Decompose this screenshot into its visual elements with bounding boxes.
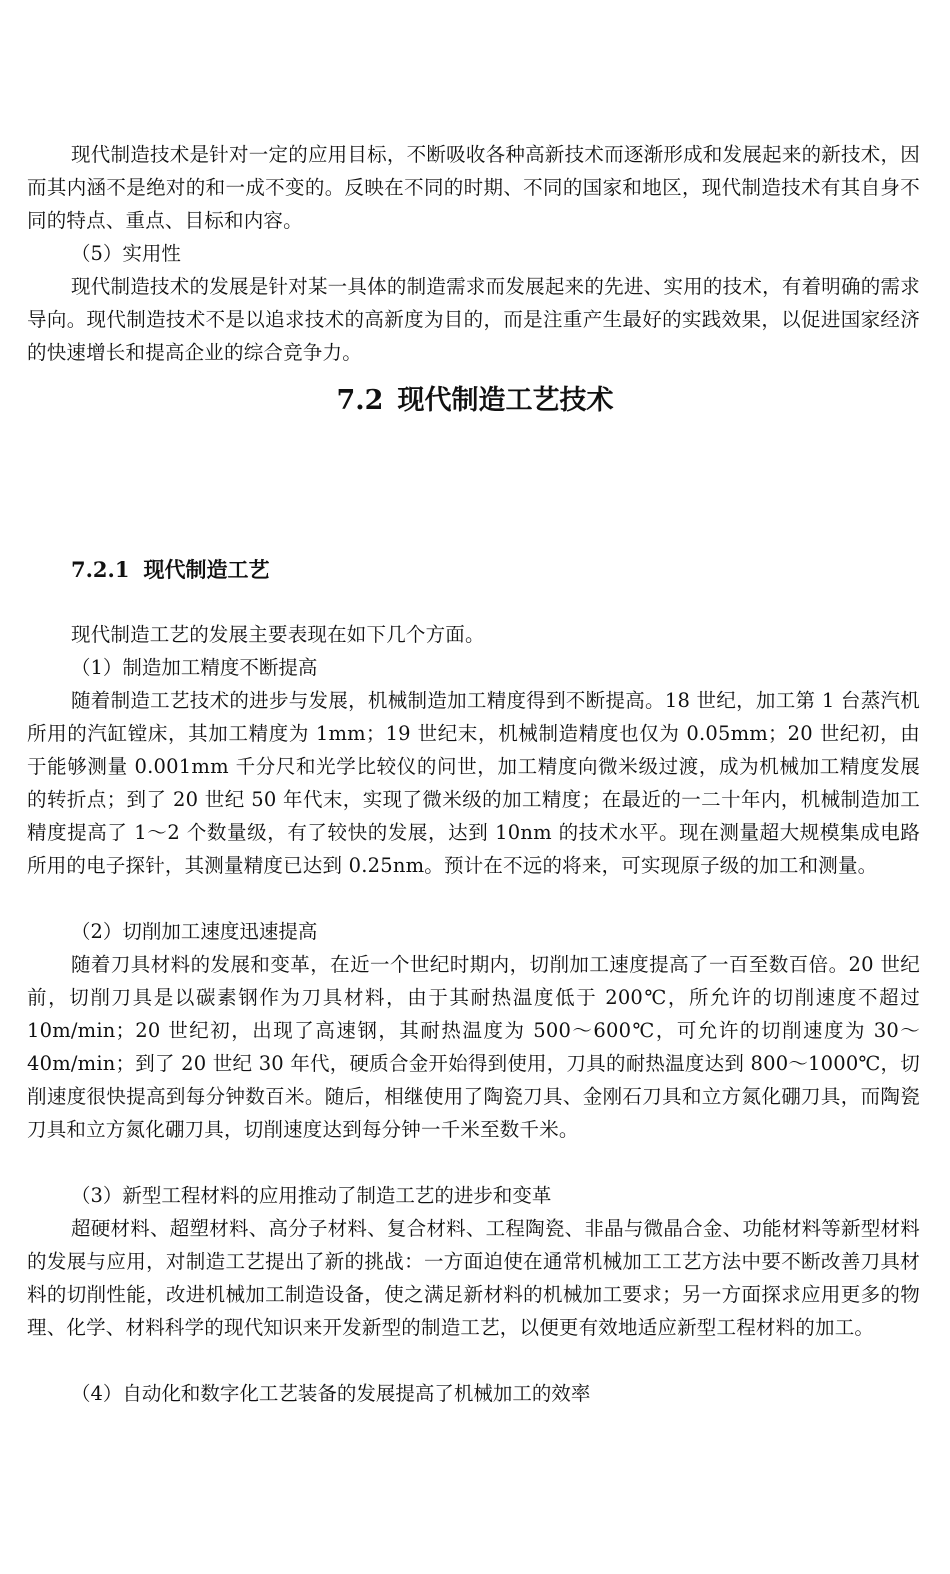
subsection-number: 7.2.1 [71,557,130,582]
lead-paragraph: 现代制造工艺的发展主要表现在如下几个方面。 [71,623,485,646]
list-item-2-heading: （2）切削加工速度迅速提高 [71,920,318,943]
list-item-3-heading: （3）新型工程材料的应用推动了制造工艺的进步和变革 [71,1184,552,1207]
section-title: 现代制造工艺技术 [397,385,614,416]
intro-paragraph-1: 现代制造技术是针对一定的应用目标，不断吸收各种高新技术而逐渐形成和发展起来的新技术，因而其内涵不是绝对的和一成不变的。反映在不同的时期、不同的国家和地区，现代制造技术有其自身不同的特点、重点、目标和内容。 [27,143,920,232]
section-number: 7.2 [336,385,384,416]
item-1-paragraph: 随着制造工艺技术的进步与发展，机械制造加工精度得到不断提高。18 世纪，加工第 1 台蒸汽机所用的汽缸镗床，其加工精度为 1mm；19 世纪末，机械制造精度也仅为 0.05mm；20 世纪初，由于能够测量 0.001mm 千分尺和光学比较仪的问世，加工精度向微米级过渡，成为机械加工精度发展的转折点；到了 20 世纪 50 年代末，实现了微米级的加工精度；在最近的一二十年内，机械制造加工精度提高了 1～2 个数量级，有了较快的发展，达到 10nm 的技术水平。现在测量超大规模集成电路所用的电子探针，其测量精度已达到 0.25nm。预计在不远的将来，可实现原子级的加工和测量。 [27,689,920,877]
list-item-5-heading: （5）实用性 [71,242,181,265]
item-3-paragraph: 超硬材料、超塑材料、高分子材料、复合材料、工程陶瓷、非晶与微晶合金、功能材料等新型材料的发展与应用，对制造工艺提出了新的挑战：一方面迫使在通常机械加工工艺方法中要不断改善刀具材料的切削性能，改进机械加工制造设备，使之满足新材料的机械加工要求；另一方面探求应用更多的物理、化学、材料科学的现代知识来开发新型的制造工艺，以便更有效地适应新型工程材料的加工。 [27,1217,920,1339]
item-2-paragraph: 随着刀具材料的发展和变革，在近一个世纪时期内，切削加工速度提高了一百至数百倍。20 世纪前，切削刀具是以碳素钢作为刀具材料，由于其耐热温度低于 200℃，所允许的切削速度不超过 10m/min；20 世纪初，出现了高速钢，其耐热温度为 500～600℃，可允许的切削速度为 30～40m/min；到了 20 世纪 30 年代，硬质合金开始得到使用，刀具的耐热温度达到 800～1000℃，切削速度很快提高到每分钟数百米。随后，相继使用了陶瓷刀具、金刚石刀具和立方氮化硼刀具，而陶瓷刀具和立方氮化硼刀具，切削速度达到每分钟一千米至数千米。 [27,953,920,1141]
list-item-1-heading: （1）制造加工精度不断提高 [71,656,318,679]
subsection-heading [71,552,269,588]
list-item-4-heading: （4）自动化和数字化工艺装备的发展提高了机械加工的效率 [71,1382,591,1405]
section-heading [0,379,950,423]
subsection-title: 现代制造工艺 [143,557,270,582]
intro-paragraph-2: 现代制造技术的发展是针对某一具体的制造需求而发展起来的先进、实用的技术，有着明确的需求导向。现代制造技术不是以追求技术的高新度为目的，而是注重产生最好的实践效果，以促进国家经济的快速增长和提高企业的综合竞争力。 [27,275,920,364]
